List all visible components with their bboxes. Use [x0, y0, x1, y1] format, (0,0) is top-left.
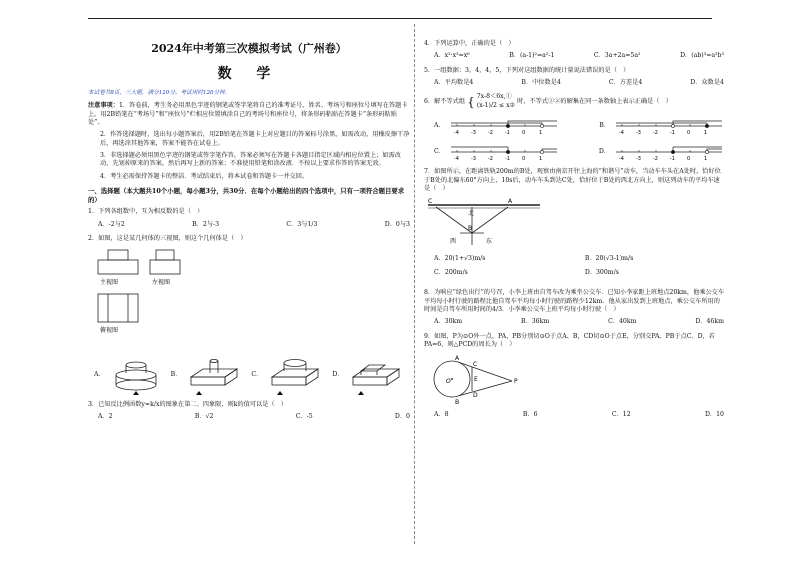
q2-option-b[interactable]: [171, 355, 244, 395]
closed-point: [671, 151, 674, 154]
tick-label: -1: [670, 156, 675, 163]
q3-stem: 3．已知反比例函数y=k/x的图象在第二、四象限，则k的值可以是（ ）: [88, 400, 287, 408]
top-rule: [88, 18, 712, 19]
top-view-label: 俯视图: [100, 326, 119, 334]
notice-p1-text: 1．答卷前，考生务必用黑色字迹的钢笔或签字笔将自己的准考证号、姓名、考场号和座位号填写在答题卡上。用2B铅笔在“考场号”和“座位号”栏相应位置填涂自己的考场号和座位号，将条形码粘贴在答题卡“条形码粘贴处”。: [88, 102, 408, 126]
open-point: [671, 125, 674, 128]
left-view-label: 左视图: [152, 278, 171, 286]
q5-option-c[interactable]: C．方差是4: [608, 79, 643, 87]
q6-stem: [424, 93, 724, 110]
q5-option-a[interactable]: A．平均数是4: [434, 79, 474, 87]
q6-ineq-2: (x-1)/2 ≤ x②: [476, 101, 516, 109]
q4-option-c[interactable]: C．3a+2a=5a²: [593, 52, 641, 60]
solution-ray: [451, 123, 542, 126]
q4-option-a[interactable]: A．x²·x³=x⁶: [434, 52, 470, 60]
q2-option-d-label: D．: [332, 370, 344, 378]
front-view: [98, 250, 138, 274]
number-line-b: [614, 116, 724, 136]
tick-label: -3: [636, 130, 641, 137]
notice-heading: 注意事项：: [88, 102, 119, 110]
open-point: [705, 151, 708, 154]
point-e9-label: E: [474, 376, 478, 384]
q9-option-a[interactable]: A．8: [434, 410, 449, 418]
q6-option-a-label: A．: [434, 121, 445, 129]
point-b-label: B: [468, 225, 473, 233]
question-2: [88, 235, 410, 395]
tick-label: -3: [470, 130, 476, 137]
q2-option-a[interactable]: [94, 355, 163, 395]
tangent-circle-figure: [424, 353, 524, 405]
left-column: [88, 30, 410, 428]
q2-options: [88, 355, 410, 395]
point-b9-label: B: [455, 399, 460, 406]
notice-p3: 3．非选择题必须用黑色字迹的钢笔或签字笔作答，答案必须写在答题卡各题目指定区域内相应位置上；如需改动，先划掉原来的答案，然后再写上新的答案；不准使用铅笔和涂改液．不按以上要求作答的答案无效。: [100, 152, 401, 168]
q1-option-b[interactable]: B．2与-3: [192, 220, 220, 228]
number-line-c: [449, 142, 559, 162]
q1-option-a[interactable]: A．-2与2: [98, 220, 125, 228]
north-label: 北: [468, 210, 475, 218]
q2-option-c[interactable]: [251, 355, 324, 395]
tick-label: -3: [470, 156, 476, 163]
solid-b-icon: [185, 355, 243, 395]
q3-option-b[interactable]: B．√2: [194, 413, 214, 421]
notice-p4: 4．考生必需保持答题卡的整洁．考试结束后，将本试卷和答题卡一并交回。: [100, 172, 309, 180]
q1-option-d[interactable]: D．0与3: [384, 220, 410, 228]
open-point: [540, 125, 543, 128]
q4-option-b[interactable]: B．(a-1)²=a²-1: [509, 52, 555, 60]
top-view: [98, 294, 138, 322]
number-line-a: [449, 116, 559, 136]
exam-info: 本试卷共8页，三大题，满分120分。考试用时120分钟.: [88, 89, 227, 96]
tick-label: -1: [504, 156, 510, 163]
q7-option-b[interactable]: B．20(√3-1)m/s: [584, 254, 634, 262]
solid-a-icon: [109, 355, 163, 395]
q5-option-b[interactable]: B．中位数是4: [521, 79, 561, 87]
west-label: 西: [450, 238, 457, 246]
subject-title: 数 学: [217, 65, 281, 82]
q8-option-c[interactable]: C．40km: [608, 318, 637, 326]
notice-p2: 2．作答选择题时，选出每小题答案后，用2B铅笔在答题卡上对应题目的答案标号涂黑，如需改动，用橡皮擦干净后，再选涂其他答案，答案不能答在试卷上。: [100, 131, 410, 147]
point-c-label: C: [428, 198, 433, 206]
q9-stem: 9．如图，P为⊙O外一点，PA、PB分别切⊙O于点A、B，CD切⊙O于点E，分别交PA、PB于点C、D，若PA=6，则△PCD的周长为（ ）: [424, 332, 715, 349]
q6-option-c[interactable]: [434, 142, 559, 162]
q2-option-b-label: B．: [170, 370, 182, 378]
q6-option-b-label: B．: [599, 121, 610, 129]
closed-point: [506, 151, 509, 154]
tick-label: 0: [521, 130, 525, 137]
notice-p1: [88, 102, 410, 127]
q9-option-c[interactable]: C．12: [611, 410, 631, 418]
solution-ray: [451, 147, 508, 152]
q5-stem: 5．一组数据：3，4，4，5，下列对这组数据的统计量说法错误的是（ ）: [424, 66, 630, 74]
q2-option-d[interactable]: [332, 355, 405, 395]
q6-stem-a: 6．解不等式组: [424, 97, 466, 105]
tick-label: -2: [653, 130, 658, 137]
q6-option-d[interactable]: [599, 142, 724, 162]
solution-ray: [673, 147, 722, 152]
q7-stem: 7．如图所示，在距离铁轨200m的B处，观察由南京开往上海的“和谐号”动车，当动车车头在A处时，恰好位于B处的北偏东60°方向上，10s后，动车车头到达C处，恰好位于B处的西北方向上，则这列动车的平均车速是（ ）: [424, 168, 721, 192]
q9-option-b[interactable]: B．6: [522, 410, 538, 418]
q8-option-a[interactable]: A．30km: [434, 318, 463, 326]
brace-icon: {: [467, 94, 475, 109]
point-p-label: P: [514, 378, 518, 386]
tick-label: 1: [704, 156, 708, 163]
tick-label: -2: [487, 156, 493, 163]
q6-stem-b: 时，不等式①②的解集在同一条数轴上表示正确是（ ）: [517, 97, 672, 105]
tick-label: -4: [453, 130, 459, 137]
tick-label: -2: [487, 130, 493, 137]
tick-label: 1: [538, 130, 542, 137]
tick-label: -1: [670, 130, 675, 137]
question-8: [424, 289, 724, 326]
q6-option-a[interactable]: [434, 116, 559, 136]
tick-label: -4: [619, 156, 624, 163]
railway-figure: [424, 197, 544, 249]
point-a-label: A: [508, 198, 513, 206]
right-column: [424, 30, 724, 425]
q6-option-c-label: C．: [434, 147, 445, 155]
q7-option-a[interactable]: A．20(1+√3)m/s: [434, 254, 486, 262]
question-9: [424, 333, 724, 419]
solution-ray: [508, 121, 557, 126]
three-view-figure: [88, 248, 208, 348]
east-label: 东: [486, 238, 493, 246]
closed-point: [705, 125, 708, 128]
tick-label: -4: [619, 130, 624, 137]
tick-label: -4: [453, 156, 459, 163]
q8-stem: 8．为响应“绿色出行”的号召，小李上班由自驾车改为乘坐公交车．已知小李家距上班地点20km，他乘公交车平均每小时行驶的路程比他自驾车平均每小时行驶的路程少12km．他从家出发到上班地点，乘公交车所用的时间是自驾车所用时间的4/3．小李乘公交车上班平均每小时行驶（ ）: [424, 289, 725, 314]
q3-option-c[interactable]: C．-5: [295, 413, 313, 421]
tick-label: -2: [653, 156, 658, 163]
solution-ray: [707, 149, 722, 152]
q7-option-d[interactable]: D．300m/s: [584, 268, 619, 276]
question-3: [88, 401, 410, 422]
tick-label: 0: [521, 156, 526, 163]
exam-title: 2024年中考第三次模拟考试（广州卷）: [151, 42, 347, 55]
point-d9-label: D: [473, 392, 478, 400]
solution-ray: [673, 121, 722, 126]
q2-stem: 2．如图，这是某几何体的三视图，则这个几何体是（ ）: [88, 235, 247, 243]
q3-option-a[interactable]: A．2: [98, 413, 113, 421]
q1-stem: 1．下列各组数中，互为相反数的是（ ）: [88, 208, 204, 216]
tick-label: 0: [687, 156, 691, 163]
column-divider: [414, 24, 415, 544]
solution-ray: [542, 149, 557, 152]
point-c9-label: C: [473, 361, 478, 369]
section1-heading: 一、选择题（本大题共10个小题，每小题3分，共30分．在每个小题给出的四个选项中，只有一项符合题目要求的）: [88, 187, 405, 204]
q9-option-d[interactable]: D．10: [704, 410, 724, 418]
tick-label: -1: [504, 130, 510, 137]
q2-option-a-label: A．: [94, 370, 105, 378]
q8-option-b[interactable]: B．36km: [521, 318, 550, 326]
solid-d-icon: [347, 355, 405, 395]
tick-label: 1: [704, 130, 708, 137]
tick-label: -3: [636, 156, 641, 163]
q3-option-d[interactable]: D．0: [394, 413, 410, 421]
question-7: [424, 168, 724, 283]
left-view: [150, 250, 180, 274]
notice-block: [88, 102, 410, 181]
tick-label: 0: [687, 130, 691, 137]
solution-ray: [616, 123, 707, 126]
question-4: [424, 40, 724, 61]
q2-option-c-label: C．: [251, 370, 263, 378]
question-5: [424, 67, 724, 88]
q7-option-c[interactable]: C．200m/s: [434, 268, 468, 276]
number-line-d: [614, 142, 724, 162]
front-view-label: 主视图: [100, 278, 119, 286]
q8-option-d[interactable]: D．46km: [695, 318, 724, 326]
question-6: [424, 93, 724, 162]
q1-option-c[interactable]: C．3与1/3: [286, 220, 318, 228]
question-1: [88, 208, 410, 229]
q6-option-b[interactable]: [599, 116, 724, 136]
point-o-label: O: [446, 378, 451, 386]
q6-system: [477, 93, 515, 110]
point-a9-label: A: [455, 355, 460, 363]
q5-option-d[interactable]: D．众数是4: [690, 79, 724, 87]
q4-option-d[interactable]: D．(ab)³=a³b³: [680, 52, 724, 60]
open-point: [540, 151, 543, 154]
solid-c-icon: [266, 355, 324, 395]
tick-label: 1: [538, 156, 543, 163]
closed-point: [506, 125, 509, 128]
q6-ineq-1: 7x-8＜6x,①: [476, 93, 512, 101]
q6-option-d-label: D．: [598, 147, 610, 155]
q4-stem: 4．下列运算中，正确的是（ ）: [424, 40, 515, 47]
